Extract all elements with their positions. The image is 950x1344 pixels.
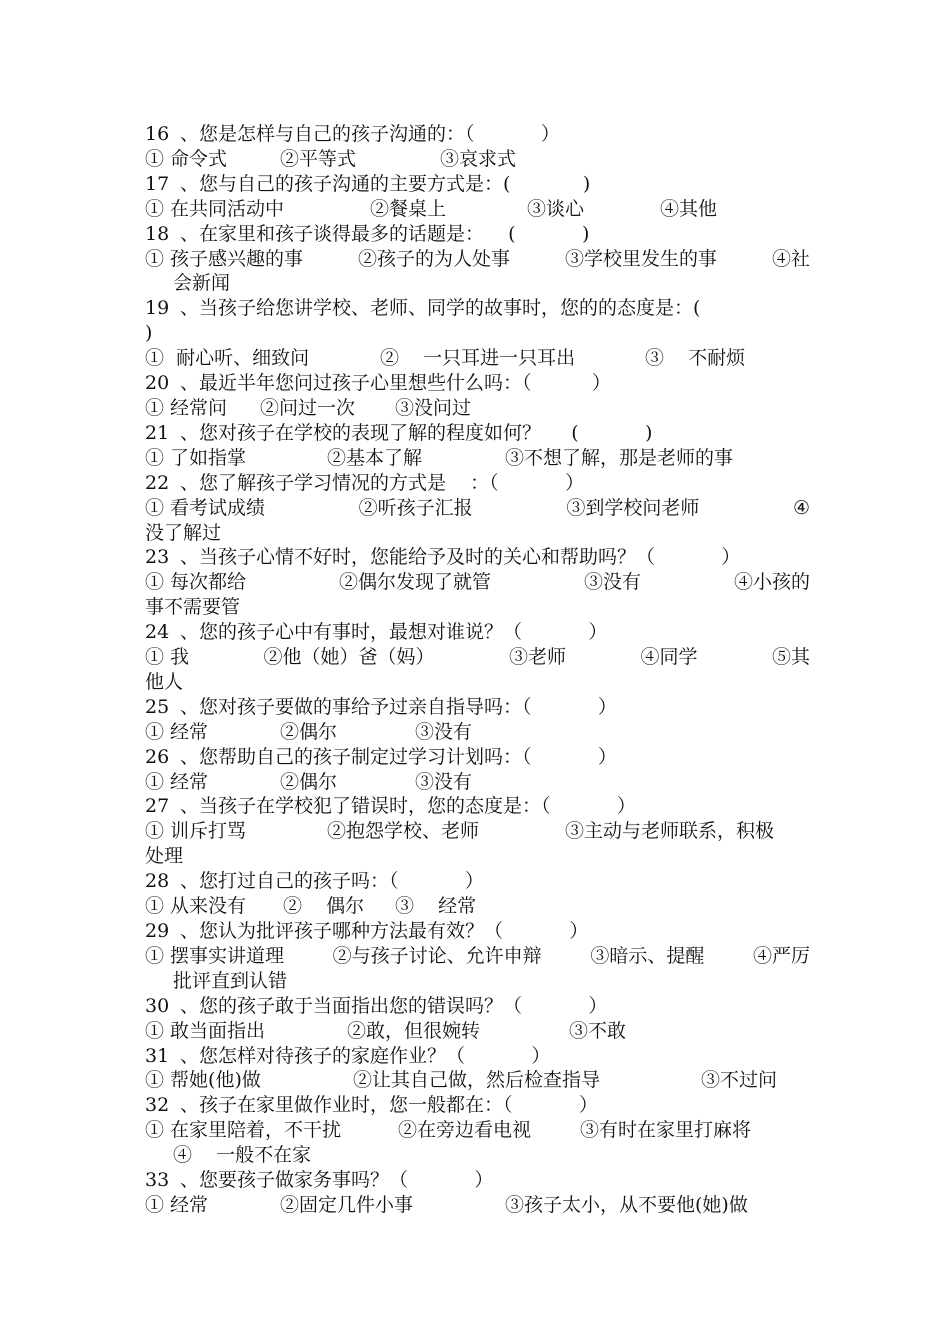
option: ① 从来没有 (145, 895, 247, 918)
question-text: 、您是怎样与自己的孩子沟通的：（ ） (180, 123, 560, 145)
option: ②抱怨学校、老师 (327, 820, 480, 843)
option: ③没有 (584, 571, 642, 594)
question-number: 24 (145, 621, 170, 644)
option-wrap: 没了解过 (145, 521, 222, 544)
option-continuation: ④ 一般不在家 (173, 1144, 312, 1167)
option: ⑤其 (771, 646, 810, 669)
option: ②他（她）爸（妈） (263, 646, 435, 669)
option: ③学校里发生的事 (565, 247, 718, 270)
option: ④小孩的 (733, 571, 810, 594)
option: ④严厉 (752, 944, 810, 967)
question-31 (145, 1044, 810, 1069)
option: ②偶尔 (280, 770, 338, 793)
question-number: 19 (145, 297, 170, 320)
options-21 (145, 446, 810, 471)
option: ① 了如指掌 (145, 446, 247, 469)
options-18 (145, 247, 810, 272)
option: ③不过问 (701, 1069, 778, 1092)
question-24 (145, 620, 810, 645)
option: ②基本了解 (327, 446, 423, 469)
question-text-wrap: ) (145, 322, 153, 345)
option: ②听孩子汇报 (358, 496, 473, 519)
option: ②在旁边看电视 (398, 1119, 532, 1142)
option: ① 在共同活动中 (145, 197, 285, 220)
option: ②平等式 (280, 147, 357, 170)
question-text: 、孩子在家里做作业时，您一般都在：（ ） (180, 1094, 598, 1117)
option: ① 命令式 (145, 147, 228, 170)
question-23 (145, 545, 810, 570)
question-number: 18 (145, 222, 170, 245)
option: ③孩子太小，从不要他(她)做 (505, 1193, 748, 1216)
option-continuation: 批评直到认错 (173, 969, 288, 992)
options-28 (145, 894, 810, 919)
question-text: 、在家里和孩子谈得最多的话题是： ( ) (180, 222, 590, 245)
question-text: 、您怎样对待孩子的家庭作业？（ ） (180, 1044, 551, 1067)
question-text: 、您认为批评孩子哪种方法最有效？（ ） (180, 920, 589, 942)
option: ④同学 (640, 646, 698, 669)
question-number: 16 (145, 123, 170, 145)
option: ① 摆事实讲道理 (145, 944, 285, 967)
question-number: 28 (145, 870, 170, 893)
question-33 (145, 1168, 810, 1193)
option: ③ 经常 (395, 895, 477, 918)
option-wrap: 处理 (145, 845, 184, 868)
question-25 (145, 695, 810, 720)
options-30 (145, 1019, 810, 1044)
option: ① 耐心听、细致问 (145, 347, 310, 370)
option: ②问过一次 (260, 396, 356, 419)
option: ③谈心 (527, 197, 585, 220)
question-text: 、您打过自己的孩子吗：（ ） (180, 870, 484, 893)
option: ④其他 (660, 197, 718, 220)
question-text: 、您与自己的孩子沟通的主要方式是：( ) (180, 172, 591, 195)
option-wrap: 事不需要管 (145, 596, 241, 619)
question-text: 、当孩子在学校犯了错误时，您的态度是：（ ） (180, 795, 636, 818)
options-27 (145, 819, 810, 844)
options-16 (145, 147, 810, 172)
option: ②让其自己做，然后检查指导 (353, 1069, 601, 1092)
option: ②偶尔发现了就管 (339, 571, 492, 594)
option: ③ 不耐烦 (645, 347, 746, 370)
options-26 (145, 770, 810, 795)
option: ③哀求式 (440, 147, 517, 170)
options-33 (145, 1193, 810, 1218)
question-number: 27 (145, 795, 170, 818)
option: ④社 (771, 247, 810, 270)
question-20 (145, 371, 810, 396)
question-18 (145, 222, 810, 247)
question-22 (145, 471, 810, 496)
questionnaire-page (145, 122, 810, 1218)
options-24 (145, 645, 810, 670)
question-text: 、您了解孩子学习情况的方式是 ：（ ） (180, 471, 585, 494)
option: ②敢，但很婉转 (347, 1019, 481, 1042)
options-22 (145, 496, 810, 521)
option: ② 偶尔 (283, 895, 365, 918)
option: ③老师 (509, 646, 567, 669)
question-30 (145, 994, 810, 1019)
question-16 (145, 122, 810, 147)
option: ① 经常 (145, 720, 209, 743)
option-wrap: 他人 (145, 670, 184, 693)
option: ③到学校问老师 (566, 496, 700, 519)
question-number: 17 (145, 172, 170, 195)
question-19 (145, 296, 810, 321)
option: ① 孩子感兴趣的事 (145, 247, 304, 270)
option: ① 在家里陪着，不干扰 (145, 1119, 342, 1142)
question-27 (145, 794, 810, 819)
question-number: 30 (145, 994, 170, 1017)
option: ④ (792, 496, 810, 519)
question-text: 、您对孩子在学校的表现了解的程度如何？ ( ) (180, 421, 653, 444)
option: ③没有 (415, 770, 473, 793)
question-text: 、当孩子给您讲学校、老师、同学的故事时，您的的态度是：( (180, 297, 701, 320)
question-number: 32 (145, 1094, 170, 1117)
option: ③主动与老师联系，积极 (565, 820, 775, 843)
question-29 (145, 919, 810, 944)
option: ① 训斥打骂 (145, 820, 247, 843)
question-text: 、您帮助自己的孩子制定过学习计划吗：（ ） (180, 745, 617, 768)
option: ② 一只耳进一只耳出 (380, 347, 576, 370)
option: ① 经常问 (145, 396, 228, 419)
question-number: 33 (145, 1169, 170, 1192)
question-17 (145, 172, 810, 197)
question-32 (145, 1093, 810, 1118)
question-number: 23 (145, 546, 170, 569)
question-text: 、您的孩子心中有事时，最想对谁说？（ ） (180, 621, 608, 644)
option: ① 帮她(他)做 (145, 1069, 261, 1092)
options-17 (145, 197, 810, 222)
option: ③不想了解，那是老师的事 (505, 446, 734, 469)
question-number: 21 (145, 421, 170, 444)
option: ②固定几件小事 (280, 1193, 414, 1216)
question-number: 29 (145, 920, 170, 942)
option: ②孩子的为人处事 (358, 247, 511, 270)
question-text: 、最近半年您问过孩子心里想些什么吗：（ ） (180, 372, 611, 395)
option: ②与孩子讨论、允许申辩 (332, 944, 542, 967)
option: ②偶尔 (280, 720, 338, 743)
question-text: 、当孩子心情不好时，您能给予及时的关心和帮助吗？（ ） (180, 546, 741, 569)
options-20 (145, 396, 810, 421)
option: ③没问过 (395, 396, 472, 419)
options-25 (145, 720, 810, 745)
option: ① 看考试成绩 (145, 496, 266, 519)
question-text: 、您对孩子要做的事给予过亲自指导吗：（ ） (180, 695, 617, 718)
option: ②餐桌上 (370, 197, 447, 220)
question-number: 26 (145, 745, 170, 768)
question-21 (145, 421, 810, 446)
option: ③暗示、提醒 (590, 944, 705, 967)
question-number: 31 (145, 1044, 170, 1067)
option: ③有时在家里打麻将 (580, 1119, 752, 1142)
option: ① 我 (145, 646, 190, 669)
options-29 (145, 944, 810, 969)
option-continuation: 会新闻 (173, 272, 231, 295)
options-31 (145, 1068, 810, 1093)
option: ① 敢当面指出 (145, 1019, 266, 1042)
question-text: 、您的孩子敢于当面指出您的错误吗？（ ） (180, 994, 608, 1017)
option: ③没有 (415, 720, 473, 743)
question-number: 20 (145, 372, 170, 395)
options-23 (145, 570, 810, 595)
option: ③不敢 (569, 1019, 627, 1042)
question-text: 、您要孩子做家务事吗？（ ） (180, 1169, 494, 1192)
question-28 (145, 869, 810, 894)
question-number: 22 (145, 471, 170, 494)
options-19 (145, 346, 810, 371)
option: ① 每次都给 (145, 571, 247, 594)
question-number: 25 (145, 695, 170, 718)
question-26 (145, 745, 810, 770)
option: ① 经常 (145, 1193, 209, 1216)
option: ① 经常 (145, 770, 209, 793)
options-32 (145, 1118, 810, 1143)
